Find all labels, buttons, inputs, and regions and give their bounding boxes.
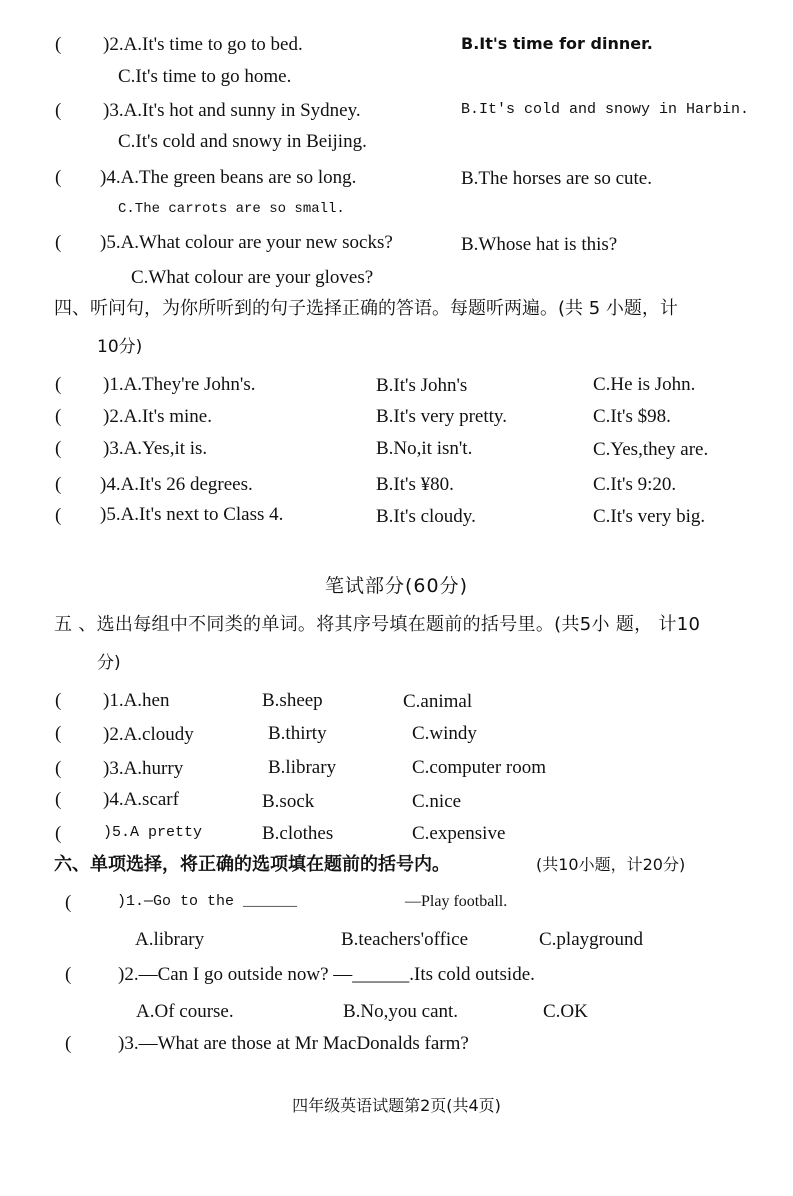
- option-b: B.It's cloudy.: [376, 506, 476, 527]
- option-b: B.Whose hat is this?: [461, 234, 618, 255]
- question-stem: )1.—Go to the ______: [117, 893, 298, 910]
- option-c: C.Yes,they are.: [593, 439, 709, 460]
- answer-paren: (: [55, 167, 62, 188]
- option-a: )3.A.It's hot and sunny in Sydney.: [103, 100, 361, 121]
- written-part-title: 笔试部分(60分): [324, 575, 468, 597]
- option-c: C.What colour are your gloves?: [131, 267, 374, 288]
- section-4-heading: 四、听问句，为你所听到的句子选择正确的答语。每题听两遍。(共 5 小题，计: [54, 298, 678, 319]
- option-a: )1.A.They're John's.: [103, 374, 256, 395]
- option-a: A.library: [135, 929, 205, 950]
- option-a: )4.A.scarf: [103, 789, 179, 810]
- option-b: B.It's ¥80.: [376, 474, 454, 495]
- section-5-heading-cont: 分): [97, 653, 121, 673]
- section-6-heading: 六、单项选择，将正确的选项填在题前的括号内。: [54, 854, 450, 875]
- option-c: C.playground: [539, 929, 643, 950]
- option-b: B.It's cold and snowy in Harbin.: [461, 101, 750, 118]
- answer-paren: (: [65, 1033, 72, 1054]
- option-c: C.computer room: [412, 757, 547, 778]
- option-c: C.He is John.: [593, 374, 696, 395]
- answer-paren: (: [55, 823, 62, 844]
- option-b: B.thirty: [268, 723, 327, 744]
- option-b: B.No,you cant.: [343, 1001, 459, 1022]
- answer-paren: (: [65, 892, 72, 913]
- option-c: C.It's 9:20.: [593, 474, 677, 495]
- option-c: C.It's very big.: [593, 506, 706, 527]
- section-6-heading-note: (共10小题，计20分): [536, 855, 686, 874]
- answer-paren: (: [55, 374, 62, 395]
- option-a: )3.A.Yes,it is.: [103, 438, 208, 459]
- option-c: C.expensive: [412, 823, 506, 844]
- answer-paren: (: [65, 964, 72, 985]
- option-a: )4.A.The green beans are so long.: [100, 167, 357, 188]
- option-c: C.nice: [412, 791, 462, 812]
- answer-paren: (: [55, 34, 62, 55]
- answer-paren: (: [55, 406, 62, 427]
- option-a: )4.A.It's 26 degrees.: [100, 474, 253, 495]
- option-b: B.library: [268, 757, 337, 778]
- option-b: B.clothes: [262, 823, 334, 844]
- option-b: B.sock: [262, 791, 315, 812]
- option-c: C.animal: [403, 691, 473, 712]
- option-a: )2.A.It's mine.: [103, 406, 212, 427]
- option-b: B.teachers'office: [341, 929, 469, 950]
- question-reply: —Play football.: [405, 893, 508, 910]
- question-stem: )3.—What are those at Mr MacDonalds farm?: [118, 1033, 469, 1054]
- answer-paren: (: [55, 474, 62, 495]
- option-c: C.windy: [412, 723, 477, 744]
- option-c: C.It's $98.: [593, 406, 671, 427]
- option-b: B.The horses are so cute.: [461, 168, 652, 189]
- option-b: B.It's very pretty.: [376, 406, 507, 427]
- option-b: B.No,it isn't.: [376, 438, 473, 459]
- answer-paren: (: [55, 789, 62, 810]
- option-c: C.OK: [543, 1001, 588, 1022]
- option-a: )5.A.What colour are your new socks?: [100, 232, 393, 253]
- section-5-heading: 五 、选出每组中不同类的单词。将其序号填在题前的括号里。(共5小 题， 计10: [54, 614, 701, 635]
- option-b: B.It's time for dinner.: [461, 34, 653, 53]
- option-a: )2.A.It's time to go to bed.: [103, 34, 303, 55]
- answer-paren: (: [55, 100, 62, 121]
- option-a: A.Of course.: [136, 1001, 234, 1022]
- page-footer: 四年级英语试题第2页(共4页): [292, 1096, 501, 1115]
- section-4-heading-cont: 10分): [97, 337, 143, 357]
- option-c: C.The carrots are so small.: [118, 201, 345, 217]
- answer-paren: (: [55, 758, 62, 779]
- answer-paren: (: [55, 723, 62, 744]
- answer-paren: (: [55, 438, 62, 459]
- option-b: B.It's John's: [376, 375, 468, 396]
- question-stem: )2.—Can I go outside now? —______.Its cold outside.: [118, 964, 535, 985]
- option-c: C.It's cold and snowy in Beijing.: [118, 131, 367, 152]
- option-b: B.sheep: [262, 690, 323, 711]
- option-a: )5.A pretty: [103, 824, 203, 841]
- answer-paren: (: [55, 232, 62, 253]
- answer-paren: (: [55, 690, 62, 711]
- option-a: )2.A.cloudy: [103, 724, 194, 745]
- answer-paren: (: [55, 505, 62, 526]
- option-a: )1.A.hen: [103, 690, 170, 711]
- option-a: )3.A.hurry: [103, 758, 184, 779]
- option-a: )5.A.It's next to Class 4.: [100, 504, 284, 525]
- option-c: C.It's time to go home.: [118, 66, 292, 87]
